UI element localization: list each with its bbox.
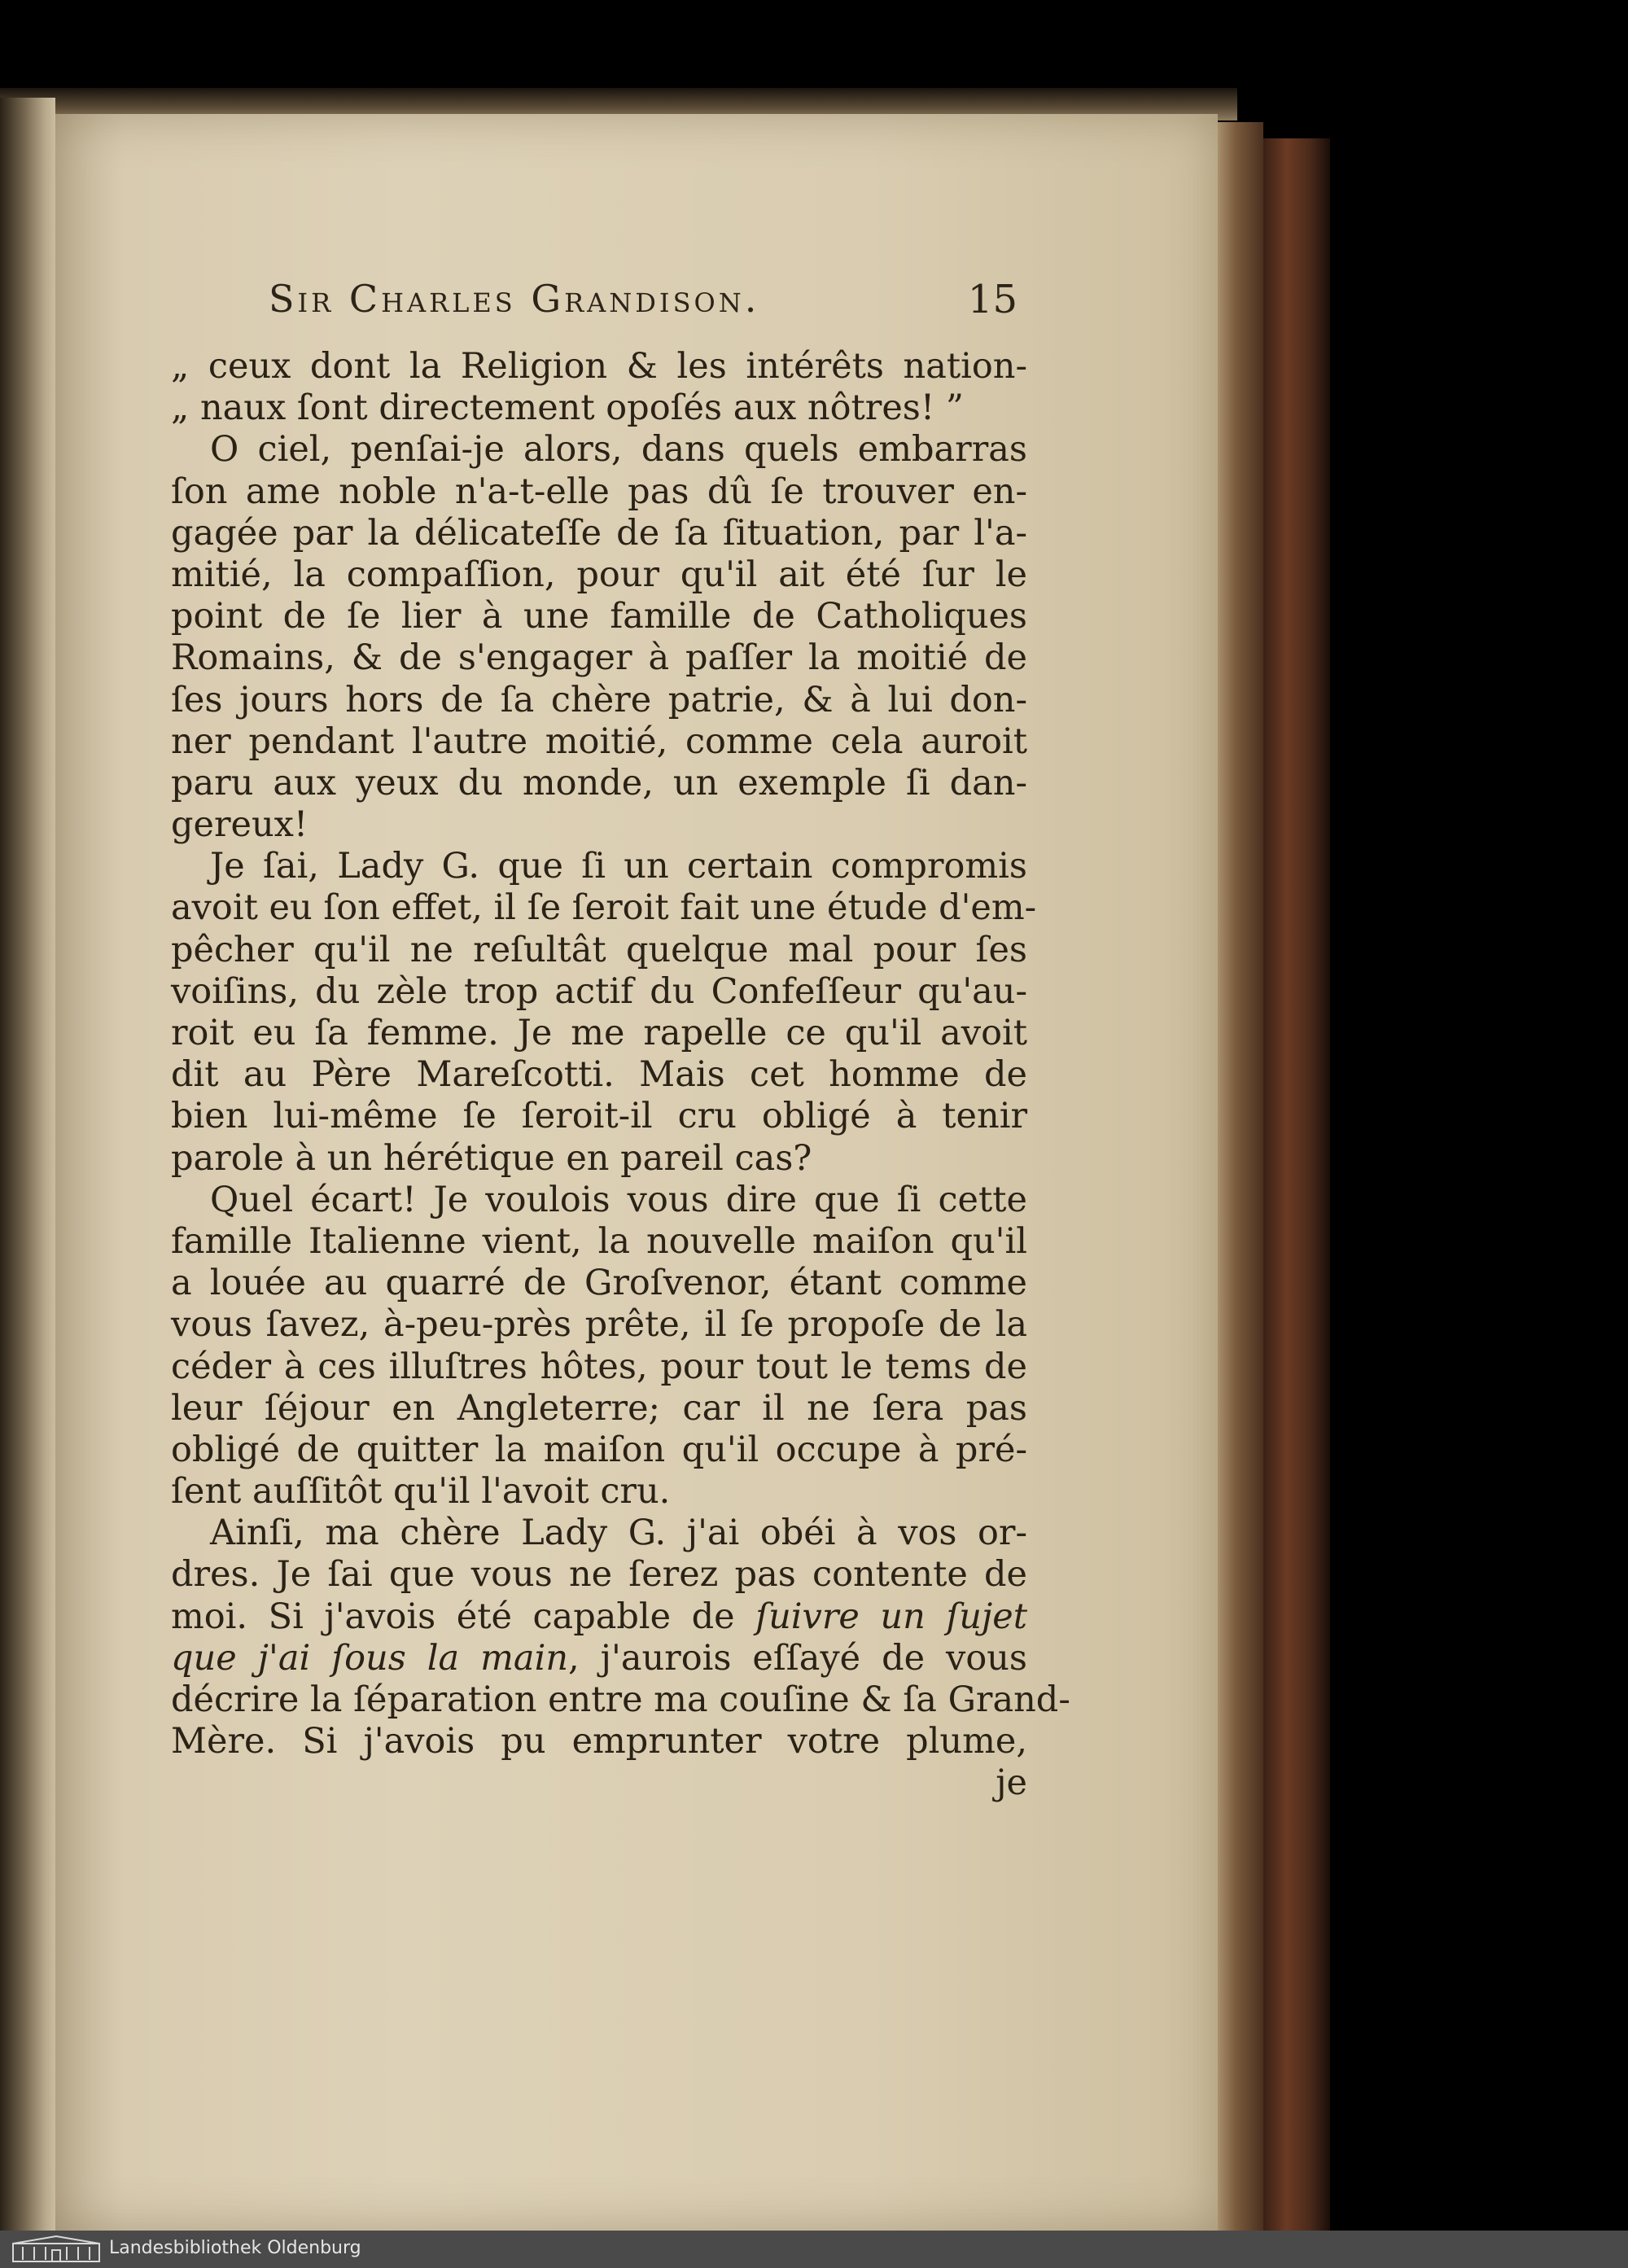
library-building-logo-icon — [11, 2235, 101, 2263]
text-segment: moi. Si j'avois été capable de — [171, 1596, 735, 1637]
book-cover-edge — [1263, 138, 1330, 2231]
text-line: avoit eu ſon effet, il ſe ſeroit fait une étude d'em- — [171, 887, 1037, 929]
text-line: ner pendant l'autre moitié, comme cela auroit — [171, 720, 1027, 762]
text-line: „ naux ſont directement opoſés aux nôtres! ” — [171, 387, 964, 429]
text-line: Je ſai, Lady G. que ſi un certain compromis — [210, 846, 1027, 887]
text-line: Romains, & de s'engager à paſſer la moitié de — [171, 637, 1027, 679]
text-line: paru aux yeux du monde, un exemple ſi dan- — [171, 762, 1027, 803]
text-line — [171, 1638, 1027, 1679]
text-line: dres. Je ſai que vous ne ſerez pas contente de — [171, 1554, 1027, 1596]
footer-label: Landesbibliothek Oldenburg — [109, 2238, 361, 2258]
text-line: roit eu ſa femme. Je me rapelle ce qu'il avoit — [171, 1013, 1027, 1053]
text-line: bien lui-même ſe ſeroit-il cru obligé à tenir — [171, 1096, 1027, 1137]
text-line: pêcher qu'il ne reſultât quelque mal pour ſes — [171, 929, 1027, 970]
text-line: parole à un hérétique en pareil cas? — [171, 1137, 812, 1179]
left-page-edge — [0, 98, 55, 2231]
text-line: dit au Père Mareſcotti. Mais cet homme de — [171, 1054, 1027, 1096]
text-line: leur ſéjour en Angleterre; car il ne ſera pas — [171, 1387, 1027, 1429]
italic-text: ſuivre un ſujet — [755, 1596, 1027, 1637]
running-title: Sir Charles Grandison. — [269, 277, 760, 321]
text-line: céder à ces illuſtres hôtes, pour tout le tems de — [171, 1346, 1027, 1387]
text-line: a louée au quarré de Groſvenor, étant comme — [171, 1263, 1027, 1304]
italic-text: que j'ai ſous la main — [171, 1637, 569, 1679]
running-head — [269, 277, 1017, 334]
text-line: „ ceux dont la Religion & les intérêts nation- — [171, 346, 1027, 387]
catchword: je — [996, 1762, 1027, 1804]
text-line: point de ſe lier à une famille de Catholiques — [171, 596, 1027, 637]
text-line: ſent auſſitôt qu'il l'avoit cru. — [171, 1471, 671, 1513]
text-line — [171, 1596, 1027, 1638]
text-line: famille Italienne vient, la nouvelle maiſon qu'il — [171, 1220, 1027, 1262]
text-line: obligé de quitter la maiſon qu'il occupe à pré- — [171, 1429, 1027, 1470]
text-line: Quel écart! Je voulois vous dire que ſi cette — [210, 1179, 1027, 1220]
text-line: Mère. Si j'avois pu emprunter votre plume, — [171, 1721, 1027, 1762]
text-line: mitié, la compaſſion, pour qu'il ait été ſur le — [171, 554, 1027, 595]
text-segment: , j'aurois eſſayé de vous — [568, 1637, 1027, 1679]
text-line: Ainſi, ma chère Lady G. j'ai obéi à vos or- — [210, 1513, 1027, 1554]
page-number: 15 — [967, 277, 1017, 322]
footer-bar — [0, 2231, 1628, 2268]
page-edge-right — [1218, 122, 1263, 2231]
text-line: O ciel, penſai-je alors, dans quels embarras — [210, 429, 1027, 471]
text-line: décrire la ſéparation entre ma couſine & ſa Grand- — [171, 1679, 1070, 1720]
text-line: ſon ame noble n'a-t-elle pas dû ſe trouver en- — [171, 471, 1027, 512]
text-line: voiſins, du zèle trop actif du Confeſſeur qu'au- — [171, 970, 1027, 1012]
text-line: gagée par la délicateſſe de ſa ſituation, par l'a- — [171, 512, 1027, 554]
text-line: ſes jours hors de ſa chère patrie, & à lui don- — [171, 679, 1027, 720]
body-text — [171, 346, 1070, 1805]
text-line: gereux! — [171, 804, 309, 846]
text-line: vous ſavez, à-peu-près prête, il ſe propoſe de la — [171, 1304, 1027, 1346]
